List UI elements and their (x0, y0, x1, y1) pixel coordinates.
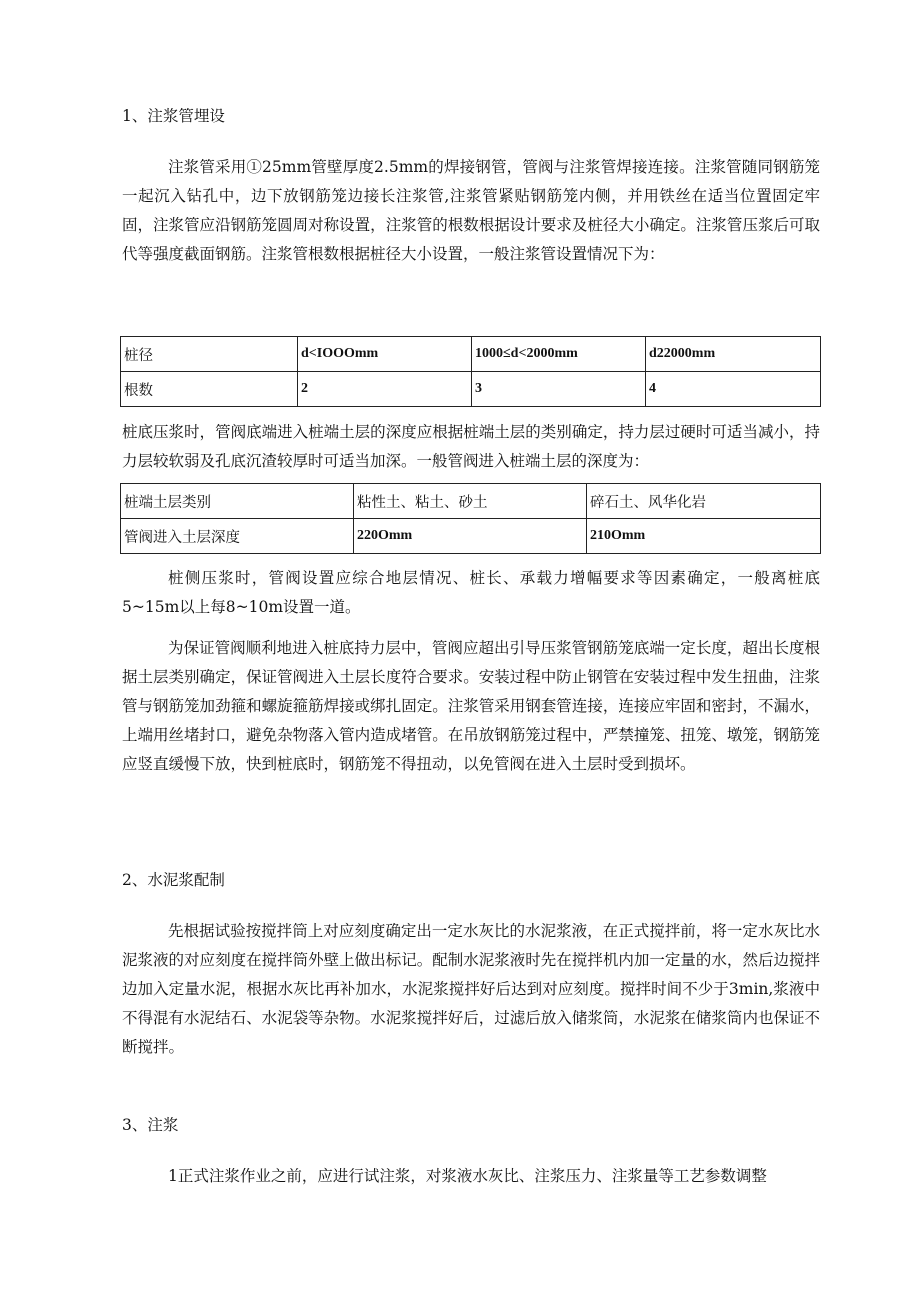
table-row (121, 519, 821, 554)
table-cell: 220Omm (354, 519, 587, 554)
table-cell: 根数 (121, 372, 298, 407)
section-2-heading: 2、水泥浆配制 (122, 871, 225, 889)
section-1-paragraph-3: 桩侧压浆时，管阀设置应综合地层情况、桩长、承载力增幅要求等因素确定，一般离桩底5~15m以上每8~10m设置一道。 (122, 569, 820, 616)
section-1-paragraph-4: 为保证管阀顺利地进入桩底持力层中，管阀应超出引导压浆管钢筋笼底端一定长度，超出长度根据土层类别确定，保证管阀进入土层长度符合要求。安装过程中防止钢管在安装过程中发生扭曲，注浆管与钢筋笼加劲箍和螺旋箍筋焊接或绑扎固定。注浆管采用钢套管连接，连接应牢固和密封，不漏水，上端用丝堵封口，避免杂物落入管内造成堵管。在吊放钢筋笼过程中，严禁撞笼、扭笼、墩笼，钢筋笼应竖直缓慢下放，快到桩底时，钢筋笼不得扭动，以免管阀在进入土层时受到损坏。 (122, 639, 820, 773)
section-1-paragraph-1: 注浆管采用①25mm管壁厚度2.5mm的焊接钢管，管阀与注浆管焊接连接。注浆管随同钢筋笼一起沉入钻孔中，边下放钢筋笼边接长注浆管,注浆管紧贴钢筋笼内侧，并用铁丝在适当位置固定牢固，注浆管应沿钢筋笼圆周对称设置，注浆管的根数根据设计要求及桩径大小确定。注浆管压浆后可取代等强度截面钢筋。注浆管根数根据桩径大小设置，一般注浆管设置情况下为： (122, 158, 820, 263)
valve-depth-table (120, 483, 821, 554)
table-cell: 1000≤d<2000mm (472, 337, 646, 372)
table-cell: 4 (646, 372, 821, 407)
table-cell: 3 (472, 372, 646, 407)
table-cell: 桩端土层类别 (121, 484, 354, 519)
table-cell: 2 (298, 372, 472, 407)
section-1-heading: 1、注浆管埋设 (122, 107, 225, 125)
table-cell: 管阀进入土层深度 (121, 519, 354, 554)
table-cell: 桩径 (121, 337, 298, 372)
section-2-paragraph-1: 先根据试验按搅拌筒上对应刻度确定出一定水灰比的水泥浆液，在正式搅拌前，将一定水灰比水泥浆液的对应刻度在搅拌筒外壁上做出标记。配制水泥浆液时先在搅拌机内加一定量的水，然后边搅拌边加入定量水泥，根据水灰比再补加水，水泥浆搅拌好后达到对应刻度。搅拌时间不少于3min,浆液中不得混有水泥结石、水泥袋等杂物。水泥浆搅拌好后，过滤后放入储浆筒，水泥浆在储浆筒内也保证不断搅拌。 (122, 922, 820, 1056)
table-cell: 粘性土、粘土、砂土 (354, 484, 587, 519)
table-row (121, 337, 821, 372)
table-cell: 碎石土、风华化岩 (587, 484, 821, 519)
table-cell: d<IOOOmm (298, 337, 472, 372)
pile-diameter-table (120, 336, 821, 407)
section-3-paragraph-1: 1正式注浆作业之前，应进行试注浆，对浆液水灰比、注浆压力、注浆量等工艺参数调整 (168, 1167, 767, 1185)
section-1-paragraph-2: 桩底压浆时，管阀底端进入桩端土层的深度应根据桩端土层的类别确定，持力层过硬时可适当减小，持力层较软弱及孔底沉渣较厚时可适当加深。一般管阀进入桩端土层的深度为： (122, 423, 820, 470)
table-row (121, 484, 821, 519)
section-3-heading: 3、注浆 (122, 1116, 179, 1134)
table-cell: 210Omm (587, 519, 821, 554)
table-cell: d22000mm (646, 337, 821, 372)
table-row (121, 372, 821, 407)
